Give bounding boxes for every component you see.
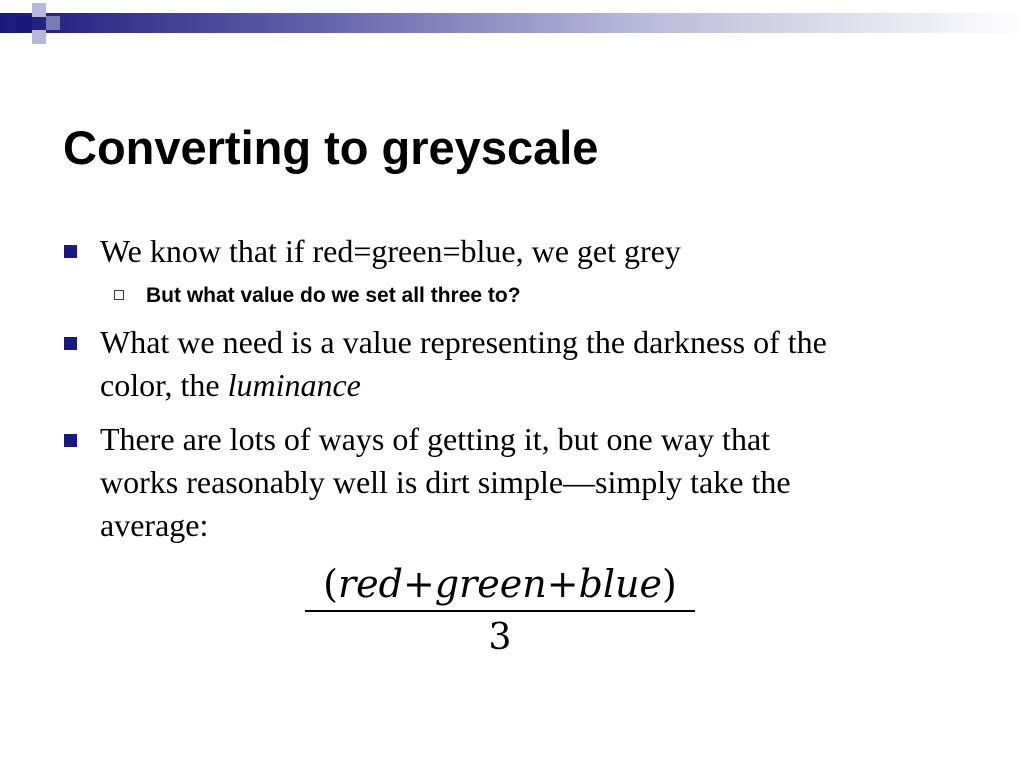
fraction-bar	[305, 610, 695, 612]
formula-open-paren: (	[323, 562, 338, 606]
bullet-line: There are lots of ways of getting it, but one way that	[100, 421, 771, 457]
bullet-text	[100, 321, 827, 407]
header-gradient-bar	[0, 13, 1024, 33]
bullet-square-icon	[64, 337, 77, 350]
bullet-text	[100, 418, 791, 547]
bullet-line: color, the	[100, 367, 228, 403]
decor-square	[32, 3, 46, 17]
decor-square	[46, 16, 60, 30]
formula-denominator: 3	[488, 617, 512, 658]
sub-bullet-text: But what value do we set all three to?	[146, 284, 521, 307]
bullet-line: What we need is a value representing the darkness of the	[100, 324, 827, 360]
average-formula	[302, 560, 698, 662]
bullet-square-icon	[64, 245, 77, 258]
slide-title: Converting to greyscale	[63, 121, 599, 174]
luminance-emphasis: luminance	[227, 367, 361, 403]
decor-square	[16, 16, 32, 32]
bullet-line: average:	[100, 507, 209, 543]
bullet-text: We know that if red=green=blue, we get grey	[100, 233, 681, 269]
bullet-square-icon	[64, 434, 77, 447]
sub-bullet-square-icon	[114, 290, 124, 300]
formula-numerator-text: red+green+blue	[337, 562, 663, 606]
formula-numerator	[302, 560, 698, 608]
formula-close-paren: )	[662, 562, 677, 606]
bullet-line: works reasonably well is dirt simple—simply take the	[100, 464, 791, 500]
decor-square	[32, 30, 46, 44]
